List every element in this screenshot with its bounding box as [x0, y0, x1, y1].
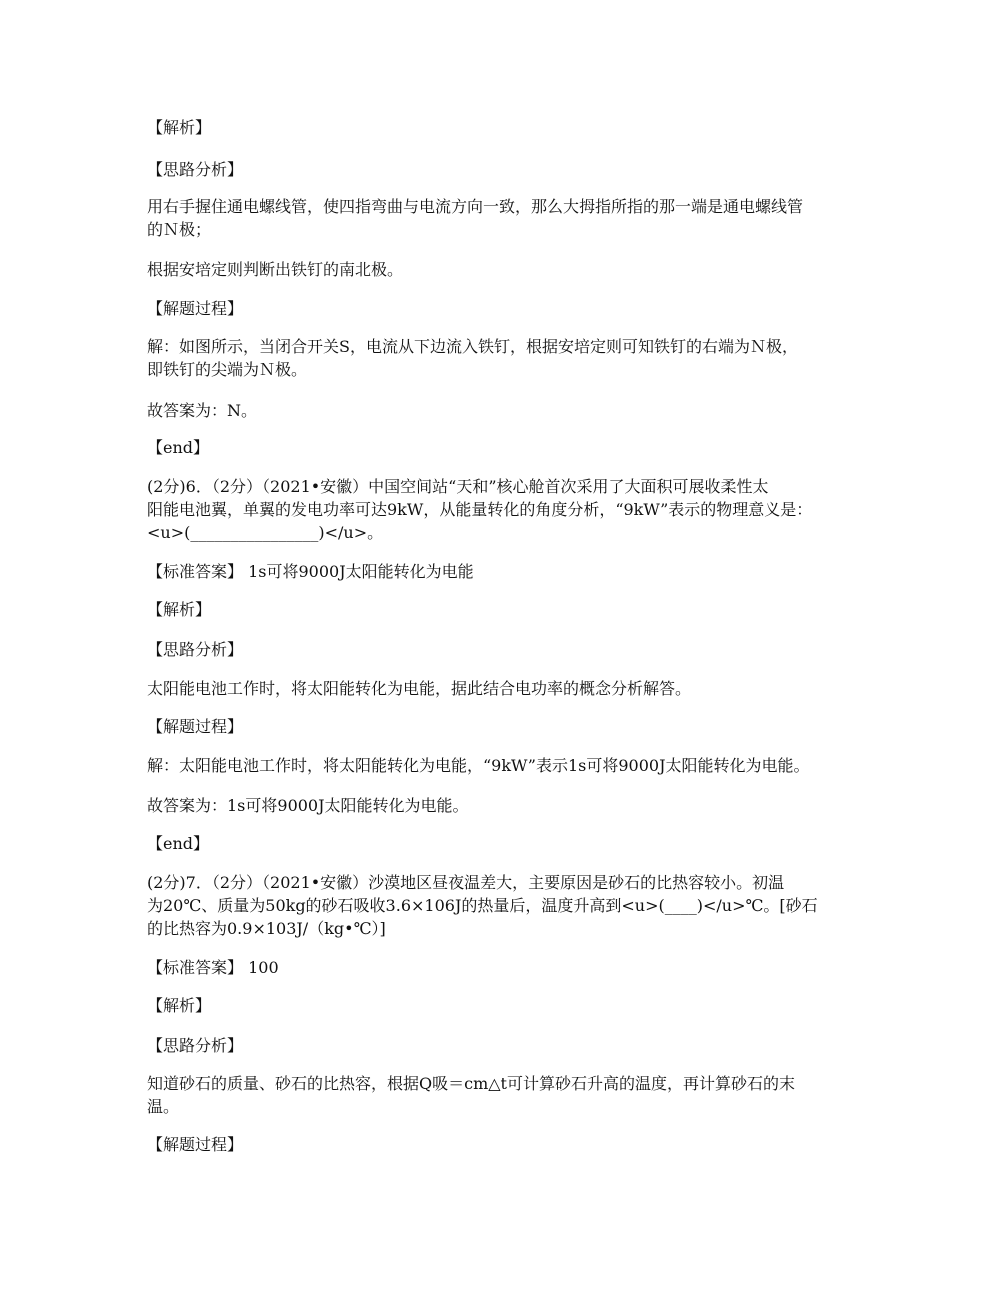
- question-line: 为20℃、质量为50kg的砂石吸收3.6×106J的热量后，温度升高到<u>(____)</u>℃。[砂石: [147, 896, 818, 915]
- section-heading-thinking: 【思路分析】: [147, 160, 244, 179]
- section-heading-analysis: 【解析】: [147, 600, 212, 619]
- paragraph-line: 知道砂石的质量、砂石的比热容，根据Q吸＝cm△t可计算砂石升高的温度，再计算砂石的末: [147, 1074, 795, 1093]
- question-line: 阳能电池翼，单翼的发电功率可达9kW，从能量转化的角度分析，“9kW”表示的物理意义是：: [147, 500, 813, 519]
- question-line: (2分)6．（2分）（2021•安徽）中国空间站“天和”核心舱首次采用了大面积可展收柔性太: [147, 477, 769, 496]
- section-heading-analysis: 【解析】: [147, 996, 212, 1015]
- paragraph-line: 即铁钉的尖端为Ｎ极。: [147, 360, 308, 379]
- paragraph-line: 解：太阳能电池工作时，将太阳能转化为电能，“9kW”表示1s可将9000J太阳能转化为电能。: [147, 756, 810, 775]
- question-line: (2分)7．（2分）（2021•安徽）沙漠地区昼夜温差大，主要原因是砂石的比热容较小。初温: [147, 873, 785, 892]
- paragraph-line: 太阳能电池工作时，将太阳能转化为电能，据此结合电功率的概念分析解答。: [147, 679, 692, 698]
- standard-answer: 【标准答案】 1s可将9000J太阳能转化为电能: [147, 562, 474, 581]
- section-heading-thinking: 【思路分析】: [147, 640, 244, 659]
- answer-line: 故答案为：N。: [147, 401, 258, 420]
- question-line: 的比热容为0.9×103J/（kg•℃）]: [147, 919, 386, 938]
- section-heading-solution: 【解题过程】: [147, 1135, 244, 1154]
- paragraph-line: 温。: [147, 1097, 180, 1116]
- question-blank-line: <u>(________________)</u>。: [147, 523, 384, 542]
- section-heading-analysis: 【解析】: [147, 118, 212, 137]
- end-marker: 【end】: [147, 438, 210, 457]
- section-heading-solution: 【解题过程】: [147, 717, 244, 736]
- paragraph-line: 根据安培定则判断出铁钉的南北极。: [147, 260, 404, 279]
- section-heading-solution: 【解题过程】: [147, 299, 244, 318]
- end-marker: 【end】: [147, 834, 210, 853]
- section-heading-thinking: 【思路分析】: [147, 1036, 244, 1055]
- paragraph-line: 的Ｎ极；: [147, 220, 212, 239]
- paragraph-line: 用右手握住通电螺线管，使四指弯曲与电流方向一致，那么大拇指所指的那一端是通电螺线管: [147, 197, 804, 216]
- paragraph-line: 解：如图所示，当闭合开关S，电流从下边流入铁钉，根据安培定则可知铁钉的右端为Ｎ极，: [147, 337, 798, 356]
- answer-line: 故答案为：1s可将9000J太阳能转化为电能。: [147, 796, 469, 815]
- standard-answer: 【标准答案】 100: [147, 958, 279, 977]
